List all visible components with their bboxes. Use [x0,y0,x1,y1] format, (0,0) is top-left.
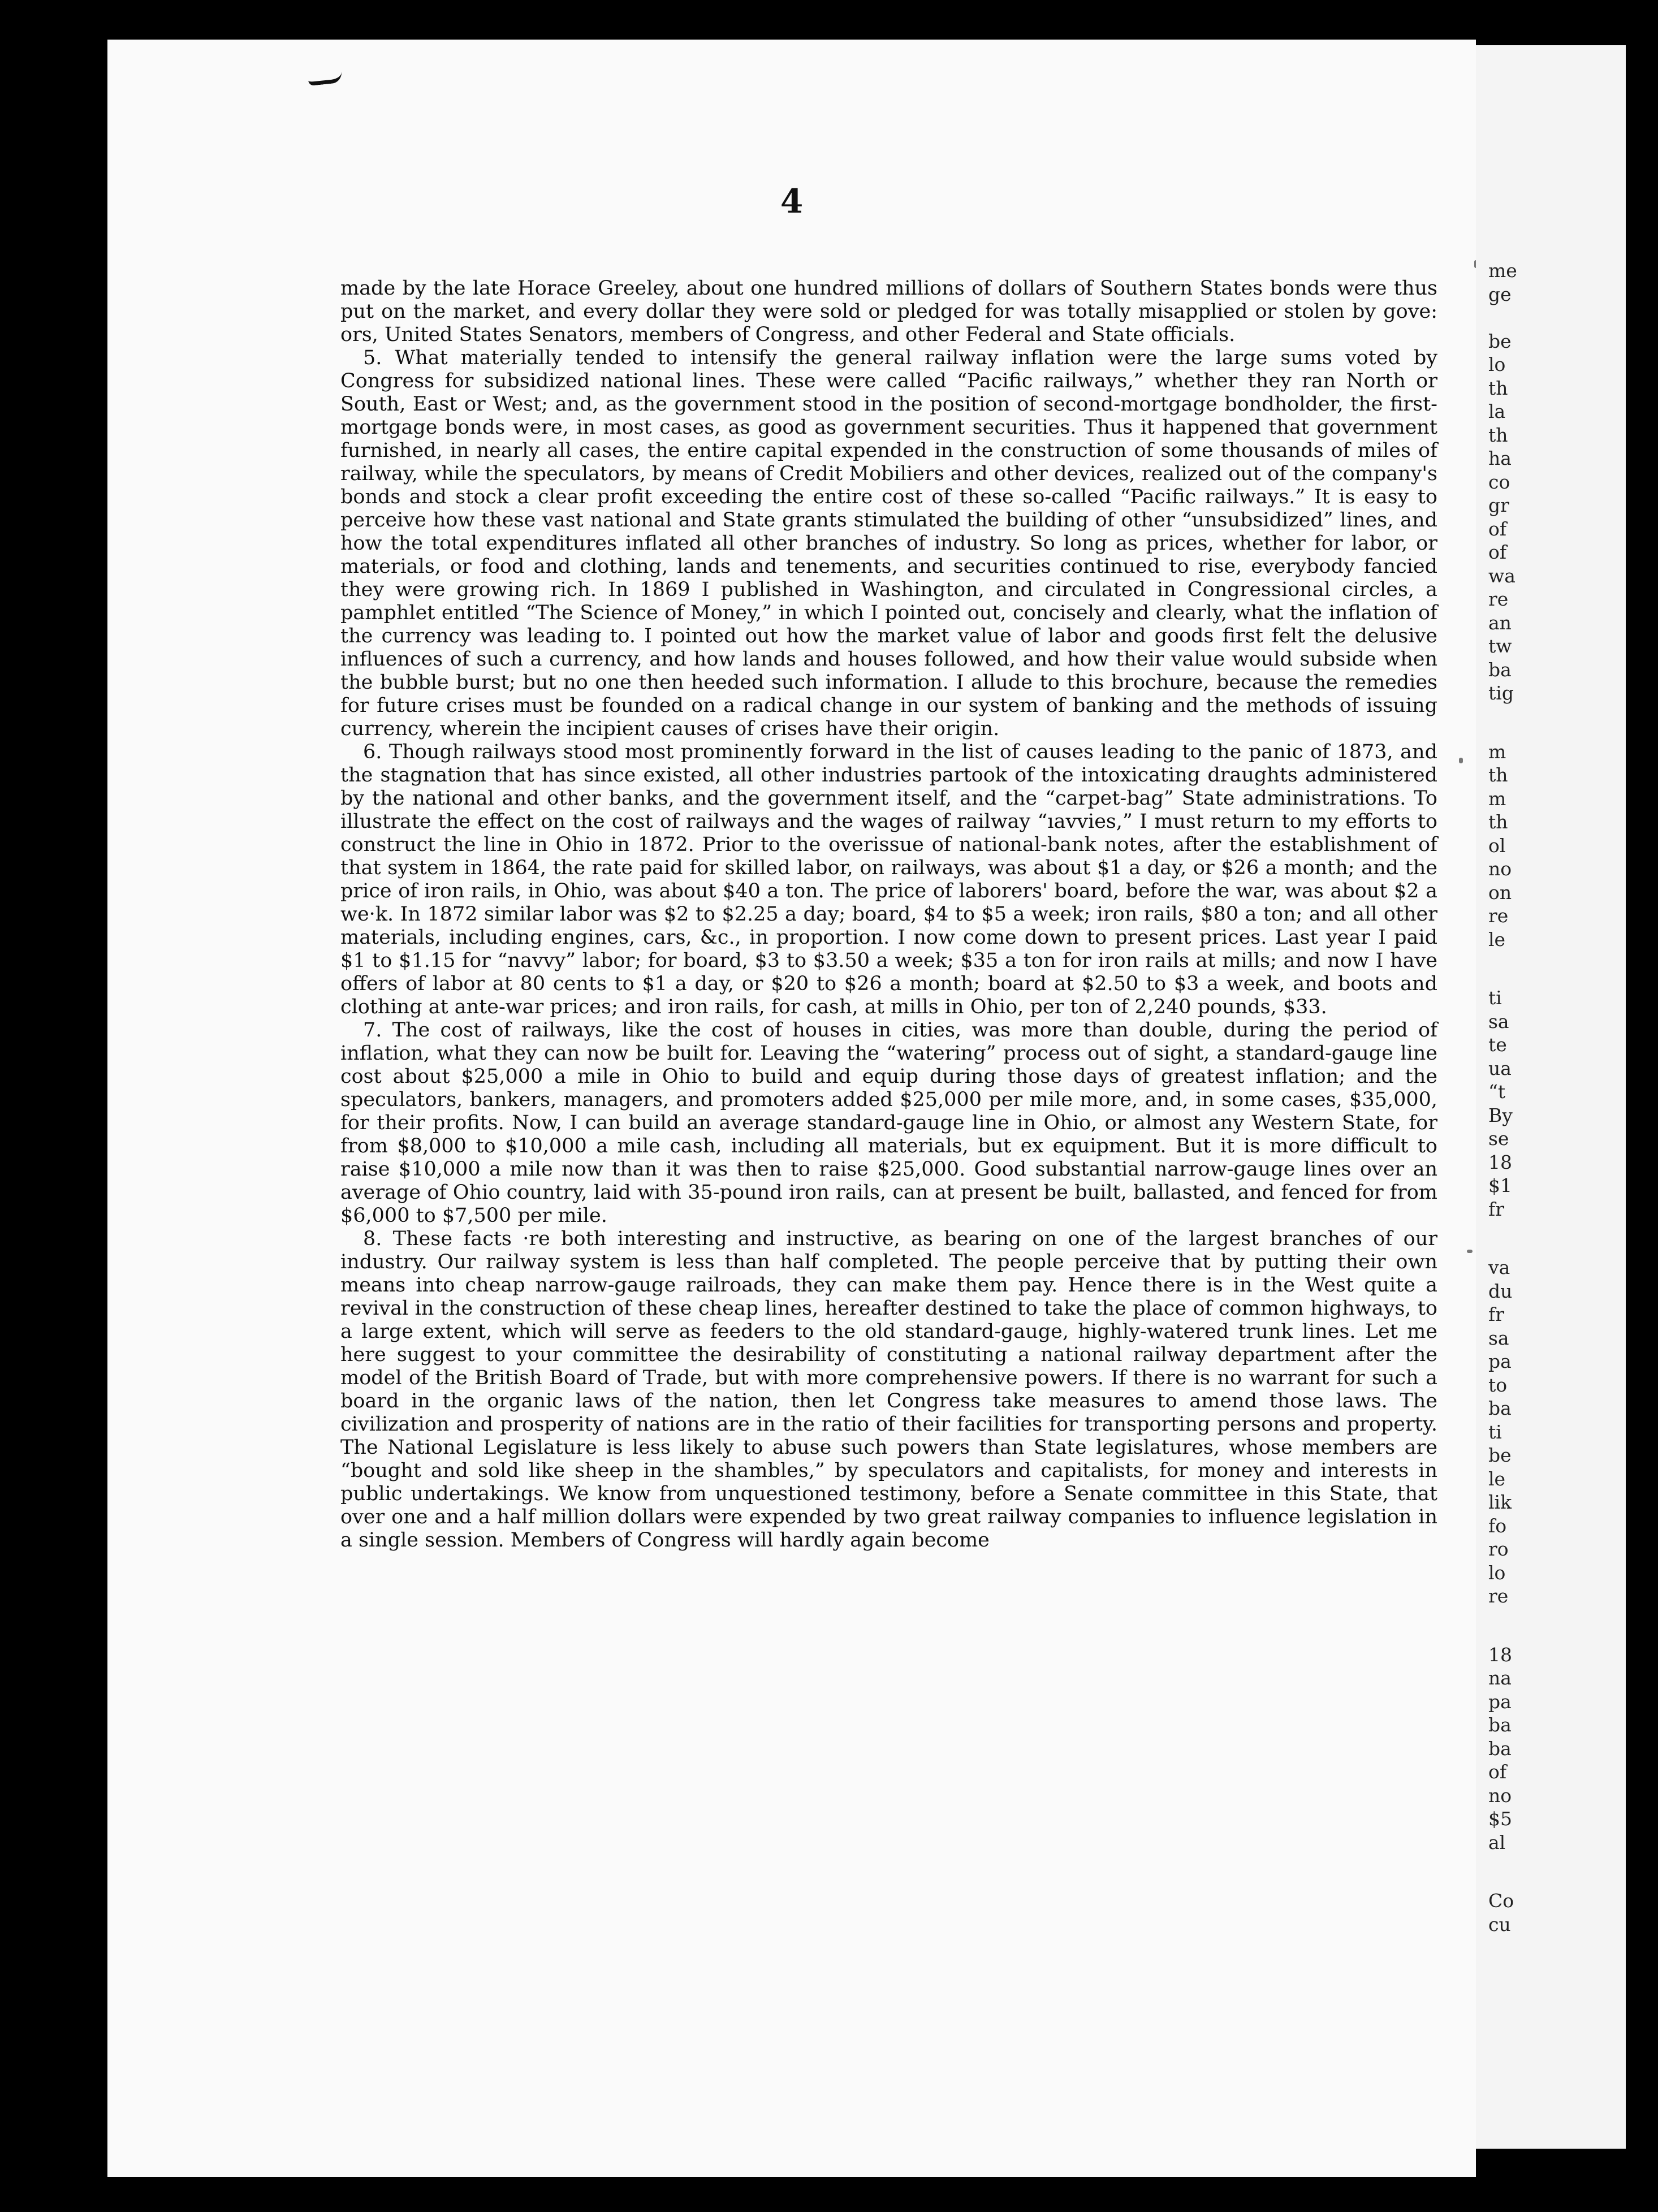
document-page-right-edge [1476,45,1626,2149]
paragraph-gap [1476,1221,1626,1256]
paragraph-6: 6. Though railways stood most prominently forward in the list of causes leading to the panic of 1873, and the stagnation that has since existed, all other industries partook of the intoxicating draughts administered by the national and other banks, and the government itself, and the “carpet-bag” State administrations. To illustrate the effect on the cost of railways and the wages of railway “ıavvies,” I must return to my efforts to construct the line in Ohio in 1872. Prior to the overissue of national-bank notes, after the establishment of that system in 1864, the rate paid for skilled labor, on railways, was about $1 a day, or $26 a month; and the price of iron rails, in Ohio, was about $40 a ton. The price of laborers' board, before the war, was about $2 a we·k. In 1872 similar labor was $2 to $2.25 a day; board, $4 to $5 a week; iron rails, $80 a ton; and all other materials, including engines, cars, &c., in proportion. I now come down to present prices. Last year I paid $1 to $1.15 for “navvy” labor; for board, $3 to $3.50 a week; $35 a ton for iron rails at mills; and now I have offers of labor at 80 cents to $1 a day, or $20 to $26 a month; board at $2.50 to $3 a week, and boots and clothing at ante-war prices; and iron rails, for cash, at mills in Ohio, per ton of 2,240 pounds, $33. [340,741,1437,1018]
right-page-line-fragment: an [1488,611,1512,634]
paragraph-continuation: made by the late Horace Greeley, about one hundred millions of dollars of Southern States bonds were thus put on the market, and every dollar they were sold or pledged for was totally misapplied or stolen by gove: ors, United States Senators, members of Congress, and other Federal and State officials. [340,277,1437,346]
right-page-line-fragment: th [1488,424,1508,446]
right-page-line-fragment: va [1488,1256,1510,1278]
right-page-line-fragment: By [1488,1104,1513,1126]
right-page-line-fragment: 18 [1488,1643,1512,1666]
right-page-line-fragment: no [1488,858,1512,880]
right-page-line-fragment: be [1488,330,1512,352]
right-page-line-fragment: ti [1488,1420,1502,1443]
scan-speck [1459,758,1463,763]
paragraph-gap [1476,1854,1626,1889]
right-page-line-fragment: pa [1488,1350,1512,1372]
right-page-line-fragment: lo [1488,353,1506,375]
right-page-line-fragment: gr [1488,494,1509,516]
right-page-line-fragment: Co [1488,1890,1514,1912]
paragraph-gap [1476,951,1626,986]
right-page-line-fragment: te [1488,1034,1507,1056]
right-page-line-fragment: ua [1488,1057,1512,1079]
right-page-line-fragment: re [1488,905,1509,927]
right-page-line-fragment: re [1488,588,1509,610]
right-page-line-fragment: tw [1488,635,1512,657]
right-page-line-fragment: ba [1488,1737,1512,1760]
paragraph-gap [1476,1608,1626,1643]
document-page-left [107,40,1476,2177]
right-page-line-fragment: ol [1488,834,1506,857]
right-page-line-fragment: “t [1488,1081,1506,1103]
right-page-line-fragment: of [1488,517,1507,540]
right-page-line-fragment: ro [1488,1538,1509,1560]
right-page-line-fragment: fo [1488,1514,1507,1537]
right-page-line-fragment: $5 [1488,1808,1512,1830]
right-page-line-fragment: fr [1488,1303,1504,1325]
scan-speck [1467,1250,1473,1253]
right-page-line-fragment: ba [1488,658,1512,681]
right-page-line-fragment: no [1488,1784,1512,1807]
right-page-line-fragment: m [1488,740,1506,763]
right-page-line-fragment: wa [1488,564,1515,587]
right-page-line-fragment: th [1488,764,1508,786]
right-page-line-fragment: th [1488,377,1508,399]
right-page-line-fragment: lik [1488,1491,1512,1513]
right-page-line-fragment: $1 [1488,1174,1512,1196]
right-page-line-fragment: th [1488,811,1508,833]
paragraph-gap [1476,705,1626,740]
right-page-line-fragment: sa [1488,1010,1509,1032]
right-page-line-fragment: ba [1488,1397,1512,1419]
right-page-line-fragment: ba [1488,1714,1512,1736]
right-page-line-fragment: 18 [1488,1151,1512,1173]
right-page-line-fragment: fr [1488,1198,1504,1220]
right-page-line-fragment: al [1488,1831,1506,1854]
right-page-line-fragment: be [1488,1444,1512,1466]
right-page-line-fragment: du [1488,1280,1513,1302]
right-page-line-fragment: me [1488,260,1517,282]
body-text [340,277,1437,1552]
right-page-line-fragment: cu [1488,1913,1511,1936]
right-page-line-fragment: la [1488,400,1506,422]
paragraph-8: 8. These facts ·re both interesting and instructive, as bearing on one of the largest branches of our industry. Our railway system is less than half completed. The people perceive that by putting their own means into cheap narrow-gauge railroads, they can make them pay. Hence there is in the West quite a revival in the construction of these cheap lines, hereafter destined to take the place of common highways, to a large extent, which will serve as feeders to the old standard-gauge, highly-watered trunk lines. Let me here suggest to your committee the desirability of constituting a national railway department after the model of the British Board of Trade, but with more comprehensive powers. If there is no warrant for such a board in the organic laws of the nation, then let Congress take measures to amend those laws. The civilization and prosperity of nations are in the ratio of their facilities for transporting persons and property. The National Legislature is less likely to abuse such powers than State legislatures, whose members are “bought and sold like sheep in the shambles,” by speculators and capitalists, for money and interests in public undertakings. We know from unquestioned testimony, before a Senate committee in this State, that over one and a half million dollars were expended by two great railway companies to influence legislation in a single session. Members of Congress will hardly again become [340,1228,1437,1552]
right-page-line-fragment: of [1488,541,1507,563]
right-page-line-fragment: se [1488,1127,1509,1150]
ink-mark [308,72,343,86]
paragraph-5: 5. What materially tended to intensify the general railway inflation were the large sums voted by Congress for subsidized national lines. These were called “Pacific railways,” whether they ran North or South, East or West; and, as the government stood in the position of second-mortgage bondholder, the first-mortgage bonds were, in most cases, as good as government securities. Thus it happened that government furnished, in nearly all cases, the entire capital expended in the construction of some thousands of miles of railway, while the speculators, by means of Credit Mobiliers and other devices, realized out of the company's bonds and stock a clear profit exceeding the entire cost of these so-called “Pacific railways.” It is easy to perceive how these vast national and State grants stimulated the building of other “unsubsidized” lines, and how the total expenditures inflated all other branches of industry. So long as prices, whether for labor, or materials, or food and clothing, lands and tenements, and securities continued to rise, everybody fancied they were growing rich. In 1869 I published in Washington, and circulated in Congressional circles, a pamphlet entitled “The Science of Money,” in which I pointed out, concisely and clearly, what the inflation of the currency was leading to. I pointed out how the market value of labor and goods first felt the delusive influences of such a currency, and how lands and houses followed, and how their value would subside when the bubble burst; but no one then heeded such information. I allude to this brochure, because the remedies for future crises must be founded on a radical change in our system of banking and the methods of issuing currency, wherein the incipient causes of crises have their origin. [340,347,1437,740]
page-number: 4 [780,182,804,221]
right-page-line-fragment: m [1488,787,1506,810]
right-page-line-fragment: ge [1488,283,1512,305]
right-page-line-fragment: lo [1488,1561,1506,1584]
right-page-line-fragment [1476,306,1626,330]
right-page-line-fragment: ti [1488,987,1502,1009]
right-page-line-fragment: ha [1488,447,1512,469]
right-page-line-fragment: na [1488,1667,1512,1689]
right-page-line-fragment: co [1488,470,1510,493]
right-page-line-fragment: of [1488,1761,1507,1783]
right-page-line-fragment: tig [1488,682,1514,704]
right-page-line-fragment: sa [1488,1327,1509,1349]
right-page-line-fragment: pa [1488,1690,1512,1713]
right-page-line-fragment: le [1488,928,1506,951]
right-page-fragments [1476,259,1626,1936]
right-page-line-fragment: on [1488,881,1512,904]
paragraph-7: 7. The cost of railways, like the cost of houses in cities, was more than double, during the period of inflation, what they can now be built for. Leaving the “watering” process out of sight, a standard-gauge line cost about $25,000 a mile in Ohio to build and equip during those days of greatest inflation; and the speculators, bankers, managers, and promoters added $25,000 per mile more, and, in some cases, $35,000, for their profits. Now, I can build an average standard-gauge line in Ohio, or almost any Western State, for from $8,000 to $10,000 a mile cash, including all materials, but ex equipment. But it is more difficult to raise $10,000 a mile now than it was then to raise $25,000. Good substantial narrow-gauge lines over an average of Ohio country, laid with 35-pound iron rails, can at present be built, ballasted, and fenced for from $6,000 to $7,500 per mile. [340,1019,1437,1227]
right-page-line-fragment: le [1488,1467,1506,1490]
right-page-line-fragment: to [1488,1373,1508,1396]
right-page-line-fragment: re [1488,1585,1509,1607]
